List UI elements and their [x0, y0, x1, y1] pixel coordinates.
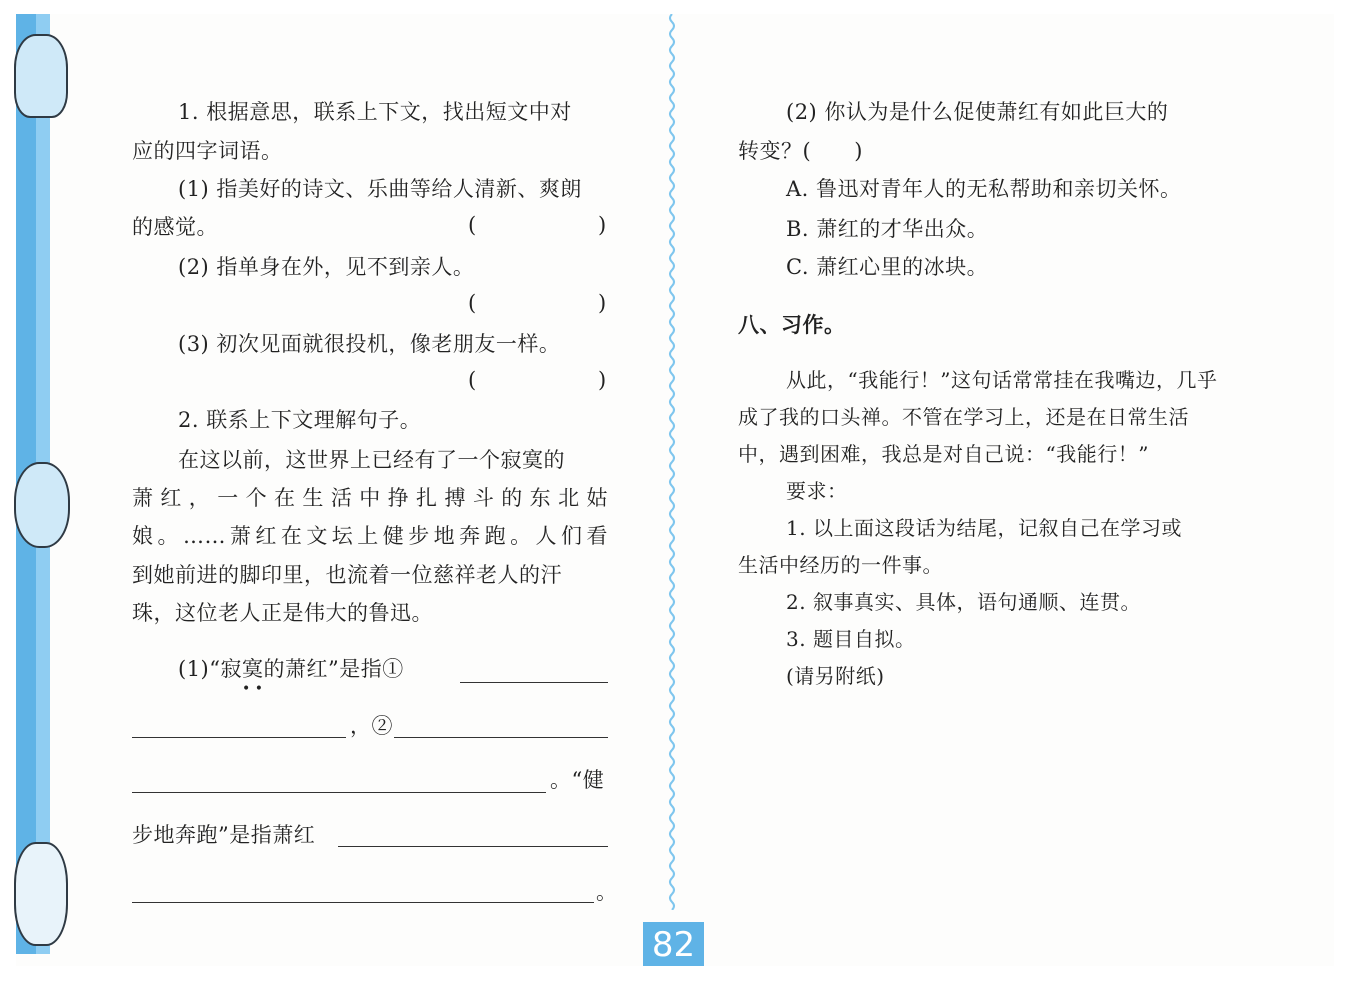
- answer-blank[interactable]: [132, 792, 546, 793]
- attach-paper-note: (请另附纸): [786, 664, 885, 688]
- rabbit-mascot-icon: [14, 34, 68, 118]
- wavy-divider: [666, 14, 678, 910]
- answer-blank[interactable]: [132, 902, 594, 903]
- raccoon-mascot-icon: [14, 462, 70, 548]
- requirement-item: 1. 以上面这段话为结尾，记叙自己在学习或: [786, 516, 1182, 540]
- q2-1-line5: 。: [596, 880, 618, 904]
- q2-1-line3: 。“健: [550, 768, 605, 792]
- q2-2-line2: 转变？( ): [738, 139, 863, 163]
- option-c: C. 萧红心里的冰块。: [786, 255, 989, 279]
- answer-paren-close: ): [598, 291, 607, 315]
- answer-paren-open: (: [468, 291, 477, 315]
- q2-1-line2: ，②: [350, 714, 393, 738]
- answer-paren-open: (: [468, 368, 477, 392]
- prompt-line: 中，遇到困难，我总是对自己说：“我能行！”: [738, 442, 1149, 466]
- q1-1-line1: (1) 指美好的诗文、乐曲等给人清新、爽朗: [178, 177, 582, 201]
- answer-paren-open: (: [468, 213, 477, 237]
- q1-1-line2: 的感觉。: [132, 215, 218, 239]
- passage-line: 到她前进的脚印里，也流着一位慈祥老人的汗: [132, 563, 562, 587]
- passage-line: 娘。……萧红在文坛上健步地奔跑。人们看: [132, 524, 608, 548]
- q2-1-line4: 步地奔跑”是指萧红: [132, 823, 316, 847]
- requirement-item: 2. 叙事真实、具体，语句通顺、连贯。: [786, 590, 1141, 614]
- q2-intro: 2. 联系上下文理解句子。: [178, 408, 422, 432]
- q1-2-line: (2) 指单身在外，见不到亲人。: [178, 255, 475, 279]
- q2-2-line1: (2) 你认为是什么促使萧红有如此巨大的: [786, 100, 1169, 124]
- requirements-title: 要求：: [786, 479, 848, 503]
- prompt-line: 成了我的口头禅。不管在学习上，还是在日常生活: [738, 405, 1189, 429]
- passage-line: 萧红，一个在生活中挣扎搏斗的东北姑: [132, 486, 608, 510]
- prompt-line: 从此，“我能行！”这句话常常挂在我嘴边，几乎: [786, 368, 1218, 392]
- option-a: A. 鲁迅对青年人的无私帮助和亲切关怀。: [786, 177, 1182, 201]
- q1-intro-line1: 1. 根据意思，联系上下文，找出短文中对: [178, 100, 572, 124]
- q2-1-line1: (1)“寂寞的萧红”是指①: [178, 657, 404, 681]
- passage-line: 珠，这位老人正是伟大的鲁迅。: [132, 601, 433, 625]
- requirement-item: 3. 题目自拟。: [786, 627, 916, 651]
- answer-paren-close: ): [598, 213, 607, 237]
- requirement-item: 生活中经历的一件事。: [738, 553, 943, 577]
- option-b: B. 萧红的才华出众。: [786, 217, 989, 241]
- q1-intro-line2: 应的四字词语。: [132, 139, 283, 163]
- q1-3-line: (3) 初次见面就很投机，像老朋友一样。: [178, 332, 561, 356]
- answer-blank[interactable]: [394, 737, 608, 738]
- answer-blank[interactable]: [132, 737, 346, 738]
- answer-blank[interactable]: [338, 846, 608, 847]
- passage-line: 在这以前，这世界上已经有了一个寂寞的: [178, 448, 565, 472]
- tiger-mascot-icon: [14, 842, 68, 946]
- answer-paren-close: ): [598, 368, 607, 392]
- answer-blank[interactable]: [460, 682, 608, 683]
- section-8-title: 八、习作。: [738, 313, 846, 337]
- emphasis-dots: • •: [242, 681, 263, 697]
- page-number: 82: [643, 922, 704, 966]
